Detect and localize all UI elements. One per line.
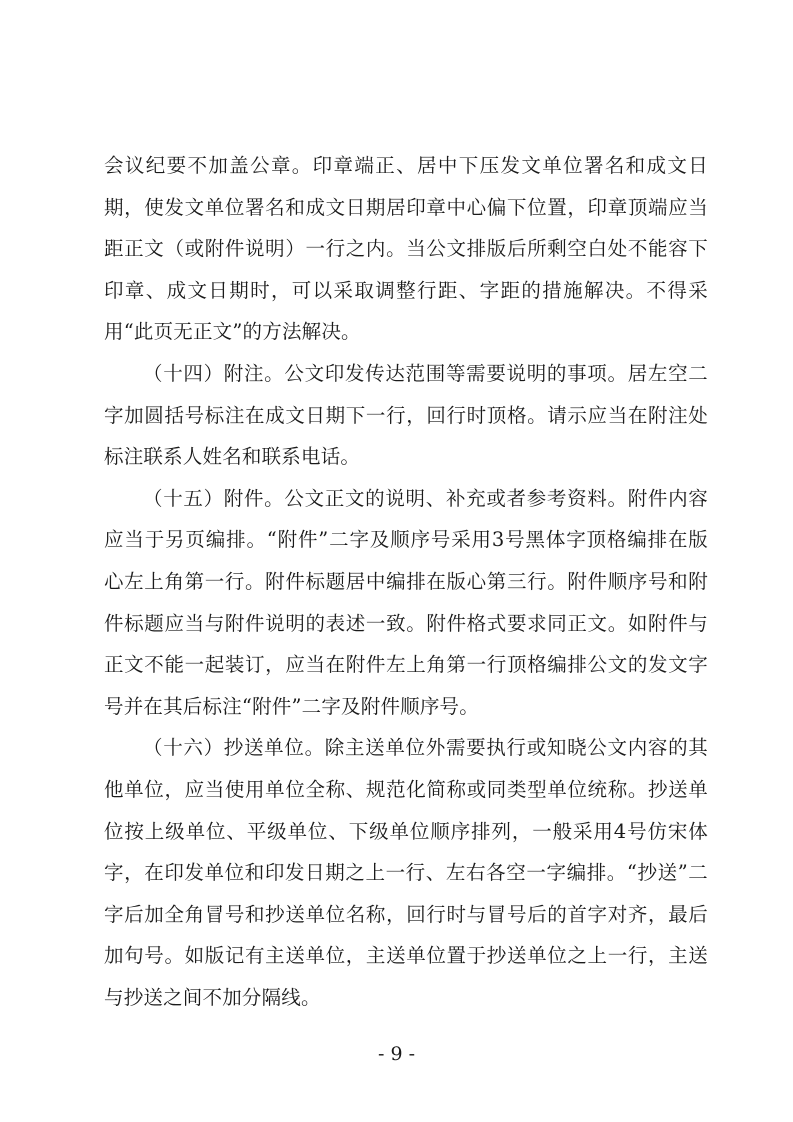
paragraph-cc-units: （十六）抄送单位。除主送单位外需要执行或知晓公文内容的其他单位，应当使用单位全称、规范化简称或同类型单位统称。抄送单位按上级单位、平级单位、下级单位顺序排列，一般采用4号仿宋体字，在印发单位和印发日期之上一行、左右各空一字编排。“抄送”二字后加全角冒号和抄送单位名称，回行时与冒号后的首字对齐，最后加句号。如版记有主送单位，主送单位置于抄送单位之上一行，主送与抄送之间不加分隔线。: [104, 736, 708, 1009]
paragraph-notes: （十四）附注。公文印发传达范围等需要说明的事项。居左空二字加圆括号标注在成文日期下一行，回行时顶格。请示应当在附注处标注联系人姓名和联系电话。: [104, 361, 708, 469]
paragraph-attachments: （十五）附件。公文正文的说明、补充或者参考资料。附件内容应当于另页编排。“附件”二字及顺序号采用3号黑体字顶格编排在版心左上角第一行。附件标题居中编排在版心第三行。附件顺序号和附件标题应当与附件说明的表述一致。附件格式要求同正文。如附件与正文不能一起装订，应当在附件左上角第一行顶格编排公文的发文字号并在其后标注“附件”二字及附件顺序号。: [104, 486, 708, 718]
page-number: - 9 -: [377, 1043, 415, 1065]
document-body: [104, 145, 708, 1018]
paragraph-seal-continuation: 会议纪要不加盖公章。印章端正、居中下压发文单位署名和成文日期，使发文单位署名和成文日期居印章中心偏下位置，印章顶端应当距正文（或附件说明）一行之内。当公文排版后所剩空白处不能容下印章、成文日期时，可以采取调整行距、字距的措施解决。不得采用“此页无正文”的方法解决。: [104, 154, 708, 344]
